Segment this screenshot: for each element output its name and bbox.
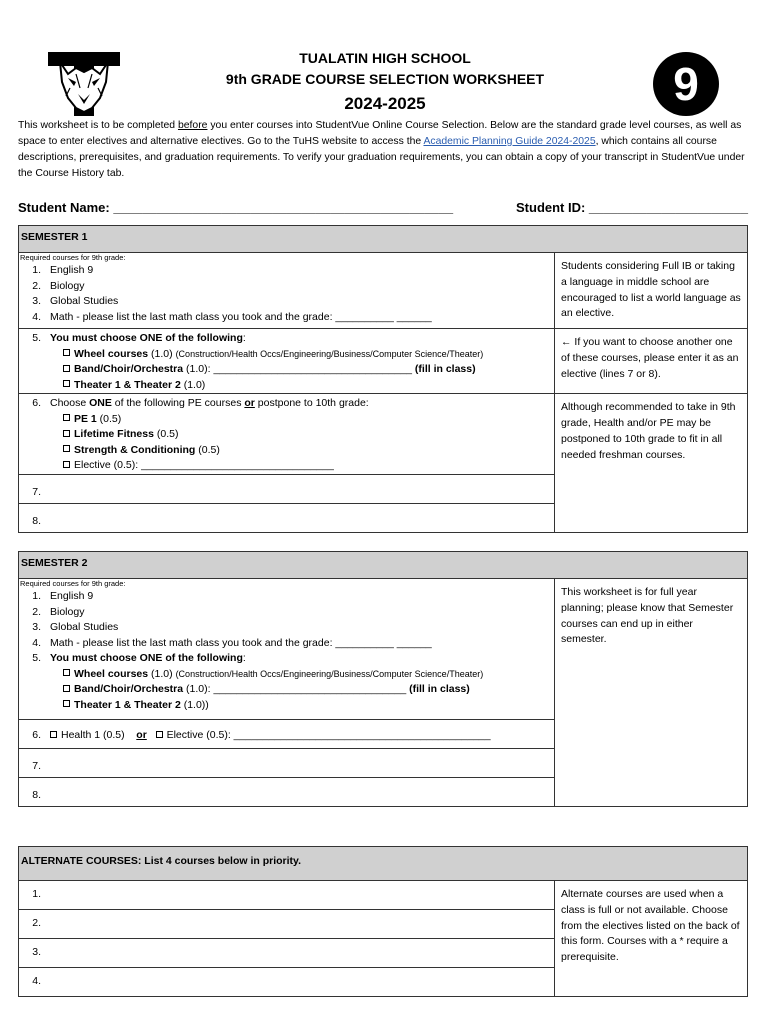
course-english: 1. English 9	[32, 590, 94, 602]
alternate-line-4[interactable]: 4.	[19, 968, 555, 997]
math-field[interactable]: 4. Math - please list the last math class you took and the grade: __________ ______	[32, 310, 432, 323]
option-theater[interactable]: Theater 1 & Theater 2 (1.0)	[19, 378, 554, 394]
course-biology: 2. Biology	[32, 279, 85, 292]
semester-1-header: SEMESTER 1	[19, 226, 748, 253]
checkbox-icon	[63, 700, 70, 707]
math-field[interactable]: 4. Math - please list the last math class you took and the grade: __________ ______	[32, 636, 432, 649]
alternate-note: Alternate courses are used when a class is full or not available. Choose from the electives listed on the back of this form. Courses with a * require a prerequisite.	[555, 881, 748, 997]
checkbox-icon	[63, 461, 70, 468]
required-label: Required courses for 9th grade:	[20, 579, 126, 588]
option-band[interactable]: Band/Choir/Orchestra (1.0): _________________________________ (fill in class)	[19, 682, 554, 698]
semester-2-table: SEMESTER 2 Required courses for 9th grade: 1. English 9 2. Biology 3. Global Studies 4. Math - please list the last math class you took and the grade: __________ ______ 5. You must choose ONE of the following: Wheel courses (1.0) (Construction/Health Occs/Engineering/Business/Computer Science/Theater) Band/Choir/Orchestra (1.0): _________________________________ (fill in class) Theater 1 & Theater 2 (1.0)) This worksheet is for full year planning; please know that Semester courses can end up in either semester. 6. Health 1 (0.5) or Elective (0.5): ____________________________________________ 7. 8.	[18, 551, 748, 807]
semester-1-note-ib: Students considering Full IB or taking a language in middle school are encouraged to list a world language as an elective.	[555, 253, 748, 329]
school-year: 2024-2025	[344, 94, 426, 113]
course-english: 1. English 9	[32, 264, 94, 276]
elective-line-7[interactable]: 7.	[19, 749, 555, 778]
option-pe1[interactable]: PE 1 (0.5)	[19, 412, 554, 428]
planning-guide-link[interactable]: Academic Planning Guide 2024-2025	[423, 136, 596, 147]
checkbox-icon	[63, 380, 70, 387]
checkbox-icon	[63, 414, 70, 421]
checkbox-icon	[63, 430, 70, 437]
checkbox-icon	[50, 731, 57, 738]
semester-1-note-health: Although recommended to take in 9th grade, Health and/or PE may be postponed to 10th grade to fit in all needed freshman courses.	[555, 394, 748, 533]
checkbox-icon	[63, 445, 70, 452]
option-theater[interactable]: Theater 1 & Theater 2 (1.0))	[19, 698, 554, 714]
checkbox-icon	[63, 685, 70, 692]
course-global-studies: 3. Global Studies	[32, 621, 119, 633]
checkbox-icon	[156, 731, 163, 738]
checkbox-icon	[63, 669, 70, 676]
course-biology: 2. Biology	[32, 605, 85, 618]
school-name: TUALATIN HIGH SCHOOL	[299, 50, 471, 66]
option-lifetime-fitness[interactable]: Lifetime Fitness (0.5)	[19, 427, 554, 443]
elective-line-8[interactable]: 8.	[19, 503, 555, 532]
student-name-field[interactable]: Student Name: _______________________________________________	[18, 200, 454, 215]
semester-1-note-choose: ← If you want to choose another one of these courses, please enter it as an elective (lines 7 or 8).	[555, 329, 748, 394]
alternate-line-2[interactable]: 2.	[19, 910, 555, 939]
option-elective[interactable]: Elective (0.5): _________________________________	[19, 458, 554, 474]
required-label: Required courses for 9th grade:	[20, 253, 126, 262]
checkbox-icon	[63, 365, 70, 372]
worksheet-title: 9th GRADE COURSE SELECTION WORKSHEET	[225, 71, 545, 87]
alternate-line-3[interactable]: 3.	[19, 939, 555, 968]
alternate-line-1[interactable]: 1.	[19, 881, 555, 910]
alternate-table	[18, 846, 748, 997]
semester-1-table: SEMESTER 1 Required courses for 9th grade: 1. English 9 2. Biology 3. Global Studies 4. Math - please list the last math class you took and the grade: __________ ______ Students considering Full IB or taking a language in middle school are encouraged to list a world language as an elective. 5. You must choose ONE of the following: Wheel courses (1.0) (Construction/Health Occs/Engineering/Business/Computer Science/Theater) Band/Choir/Orchestra (1.0): __________________________________ (fill in class) Theater 1 & Theater 2 (1.0) ← If you want to choose another one of these courses, please enter it as an elective (lines 7 or 8). 6. Choose ONE of the following PE courses or postpone to 10th grade: PE 1 (0.5) Lifetime Fitness (0.5) Strength & Conditioning (0.5) Elective (0.5): _________________________________ Although recommended to take in 9th grade, Health and/or PE may be postponed to 10th grade to fit in all needed freshman courses. 7. 8.	[18, 225, 748, 533]
student-id-field[interactable]: Student ID: ______________________	[516, 200, 748, 215]
checkbox-icon	[63, 349, 70, 356]
option-band[interactable]: Band/Choir/Orchestra (1.0): __________________________________ (fill in class)	[19, 362, 554, 378]
alternate-header: ALTERNATE COURSES: List 4 courses below in priority.	[19, 847, 748, 881]
grade-badge-number: 9	[673, 58, 699, 110]
course-global-studies: 3. Global Studies	[32, 295, 119, 307]
line-6[interactable]: 6. Health 1 (0.5) or Elective (0.5): ____________________________________________	[19, 720, 555, 749]
option-wheel[interactable]: Wheel courses (1.0) (Construction/Health Occs/Engineering/Business/Computer Science/Theater)	[19, 667, 554, 683]
grade-badge	[653, 52, 719, 116]
semester-2-header: SEMESTER 2	[19, 552, 748, 579]
intro-paragraph: This worksheet is to be completed before you enter courses into StudentVue Online Course Selection. Below are the standard grade level courses, as well as space to enter electives and alternative electives. Go to the TuHS website to access the Academic Planning Guide 2024-2025, which contains all course descriptions, prerequisites, and graduation requirements. To verify your graduation requirements, you can obtain a copy of your transcript in StudentVue under the Course History tab.	[18, 120, 745, 179]
elective-line-7[interactable]: 7.	[19, 474, 555, 503]
semester-2-note: This worksheet is for full year planning; please know that Semester courses can end up in either semester.	[555, 579, 748, 807]
option-wheel[interactable]: Wheel courses (1.0) (Construction/Health Occs/Engineering/Business/Computer Science/Theater)	[19, 347, 554, 363]
elective-line-8[interactable]: 8.	[19, 778, 555, 807]
option-strength[interactable]: Strength & Conditioning (0.5)	[19, 443, 554, 459]
